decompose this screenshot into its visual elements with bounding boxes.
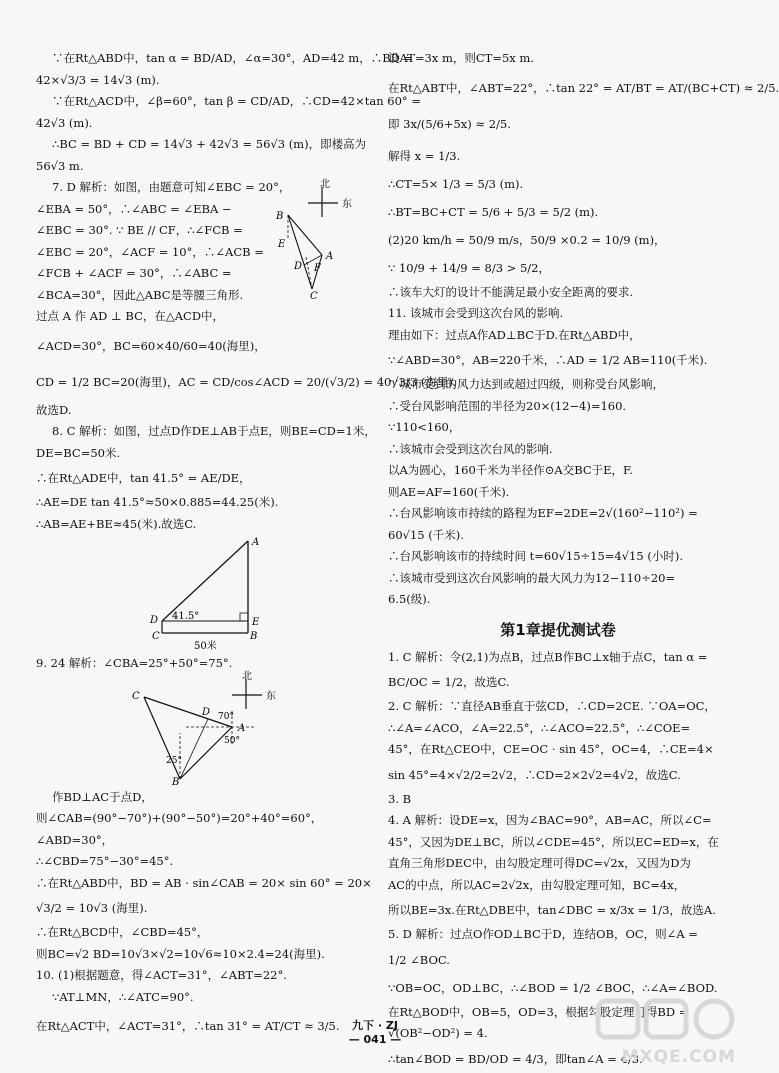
text-line: (2)20 km/h = 50/9 m/s，50/9 ×0.2 = 10/9 (m)， xyxy=(388,232,666,247)
point-label: D xyxy=(202,706,211,718)
text-line: ∠ACD=30°，BC=60×40/60=40(海里)， xyxy=(36,338,266,353)
figure-8-diagram xyxy=(36,535,362,653)
text-line: 所以BE=3x.在Rt△DBE中，tan∠DBC = x/3x = 1/3，故选A. xyxy=(388,903,716,917)
text-line: 9. 24 解析：∠CBA=25°+50°=75°. xyxy=(36,656,233,670)
text-line: 作BD⊥AC于点D， xyxy=(52,789,153,804)
text-line: ∠ABD=30°， xyxy=(36,832,114,847)
text-line: ∵∠ABD=30°，AB=220千米，∴AD = 1/2 AB=110(千米). xyxy=(388,353,708,367)
right-column xyxy=(388,48,779,1073)
text-line: 1/2 ∠BOC. xyxy=(388,952,450,967)
text-line: AC的中点，所以AC=2√2x，由勾股定理可知，BC=4x， xyxy=(388,877,686,892)
text-line: ∵ 10/9 + 14/9 = 8/3 > 5/2， xyxy=(388,260,550,275)
text-line: ∴∠A=∠ACO，∠A=22.5°，∴∠ACO=22.5°，∴∠COE= xyxy=(388,720,691,735)
watermark-text: MXQE.COM xyxy=(621,1047,736,1067)
text-line: 8. C 解析：如图，过点D作DE⊥AB于点E，则BE=CD=1米， xyxy=(52,424,376,438)
point-label: A xyxy=(238,722,246,734)
text-line: ∠BCA=30°，因此△ABC是等腰三角形. xyxy=(36,287,244,302)
text-line: ∴该车大灯的设计不能满足最小安全距离的要求. xyxy=(388,284,634,299)
point-label: C xyxy=(132,690,140,702)
text-line: CD = 1/2 BC=20(海里)，AC = CD/cos∠ACD = 20/(√3/2) = 40√3/3 (海里). xyxy=(36,374,457,389)
point-label: D xyxy=(294,261,303,272)
text-line: ∴∠CBD=75°−30°=45°. xyxy=(36,854,174,868)
text-line: ∠EBA = 50°，∴∠ABC = ∠EBA − xyxy=(36,201,232,216)
text-line: ∵AT⊥MN，∴∠ATC=90°. xyxy=(52,989,194,1004)
text-line: 在Rt△BOD中，OB=5，OD=3，根据勾股定理可得BD = xyxy=(388,1004,689,1019)
point-label: B xyxy=(276,211,284,222)
point-label: B xyxy=(172,776,180,788)
text-line: ∴该城市会受到这次台风的影响. xyxy=(388,441,553,456)
text-line: ∴在Rt△BCD中，∠CBD=45°， xyxy=(36,925,209,939)
problem-7-block xyxy=(36,177,362,328)
text-line: 56√3 m. xyxy=(36,158,84,173)
east-label: 东 xyxy=(342,199,352,210)
text-line: ∵OB=OC，OD⊥BC，∴∠BOD = 1/2 ∠BOC，∴∠A=∠BOD. xyxy=(388,980,718,995)
text-line: 3. B xyxy=(388,791,412,806)
text-line: 即 3x/(5/6+5x) ≈ 2/5. xyxy=(388,116,511,131)
text-line: 11. 该城市会受到这次台风的影响. xyxy=(388,306,564,320)
text-line: DE=BC=50米. xyxy=(36,445,121,460)
text-line: 42√3 (m). xyxy=(36,115,93,130)
text-line: ∴AE=DE tan 41.5°≈50×0.885=44.25(米). xyxy=(36,495,279,509)
distance-label: 50米 xyxy=(194,641,217,652)
text-line: 在Rt△ACT中，∠ACT=31°，∴tan 31° = AT/CT ≈ 3/5. xyxy=(36,1019,340,1033)
text-line: ∴受台风影响范围的半径为20×(12−4)=160. xyxy=(388,398,627,413)
text-line: 故选D. xyxy=(36,402,72,417)
angle-label: 25° xyxy=(166,755,182,766)
north-label: 北 xyxy=(320,179,330,190)
text-line: 7. D 解析：如图，由题意可知∠EBC = 20°， xyxy=(52,180,291,194)
text-line: ∴在Rt△ABD中，BD = AB · sin∠CAB = 20× sin 60° = 20× xyxy=(36,875,372,890)
text-line: ∵城市受到的风力达到或超过四级，则称受台风影响， xyxy=(388,377,664,391)
point-label: C xyxy=(152,631,160,642)
figure-7-diagram xyxy=(274,179,364,302)
text-line: ∴BT=BC+CT = 5/6 + 5/3 = 5/2 (m). xyxy=(388,204,599,219)
text-line: ∴该城市受到这次台风影响的最大风力为12−110÷20= xyxy=(388,570,676,585)
text-line: ∵在Rt△ACD中，∠β=60°，tan β = CD/AD，∴CD=42×tan 60° = xyxy=(52,94,421,108)
text-line: ∴tan∠BOD = BD/OD = 4/3，即tan∠A = 4/3. xyxy=(388,1051,643,1066)
text-line: 6.5(级). xyxy=(388,592,431,606)
text-line: 以A为圆心，160千米为半径作⊙A交BC于E，F. xyxy=(388,463,633,477)
text-line: 则BC=√2 BD=10√3×√2=10√6≈10×2.4=24(海里). xyxy=(36,946,325,961)
text-line: 在Rt△ABT中，∠ABT=22°，∴tan 22° = AT/BT = AT/(BC+CT) ≈ 2/5. xyxy=(388,80,779,95)
point-label: F xyxy=(314,263,321,274)
text-line: 过点 A 作 AD ⊥ BC，在△ACD中， xyxy=(36,309,225,323)
text-line: ∴CT=5× 1/3 = 5/3 (m). xyxy=(388,176,524,191)
text-line: 理由如下：过点A作AD⊥BC于D.在Rt△ABD中， xyxy=(388,327,641,342)
east-label: 东 xyxy=(266,690,276,702)
text-line: 则∠CAB=(90°−70°)+(90°−50°)=20°+40°=60°， xyxy=(36,811,323,825)
text-line: 42×√3/3 = 14√3 (m). xyxy=(36,72,160,87)
point-label: A xyxy=(326,251,334,262)
text-line: 设AT=3x m，则CT=5x m. xyxy=(388,51,534,65)
text-line: sin 45°=4×√2/2=2√2，∴CD=2×2√2=4√2，故选C. xyxy=(388,767,681,782)
text-line: ∵在Rt△ABD中，tan α = BD/AD，∠α=30°，AD=42 m，∴BD = xyxy=(52,51,414,65)
angle-label: 70° xyxy=(218,711,234,722)
text-line: 解得 x = 1/3. xyxy=(388,148,461,163)
page-number: — 041 — xyxy=(348,1033,402,1046)
text-line: √3/2 = 10√3 (海里). xyxy=(36,901,148,915)
point-label: E xyxy=(278,239,286,250)
text-line: ∴AB=AE+BE≈45(米).故选C. xyxy=(36,516,197,531)
book-tag: 九下 · ZJ xyxy=(352,1019,398,1032)
text-line: 2. C 解析：∵直径AB垂直于弦CD，∴CD=2CE. ∵OA=OC， xyxy=(388,699,716,713)
text-line: 60√15 (千米). xyxy=(388,527,464,542)
point-label: A xyxy=(252,537,260,548)
text-line: 直角三角形DEC中，由勾股定理可得DC=√2x，又因为D为 xyxy=(388,856,691,870)
figure-9-diagram xyxy=(36,670,362,788)
text-line: ∴在Rt△ADE中，tan 41.5° = AE/DE， xyxy=(36,471,251,485)
text-line: ∴台风影响该市持续的路程为EF=2DE=2√(160²−110²) = xyxy=(388,506,698,520)
text-line: ∴台风影响该市的持续时间 t=60√15÷15=4√15 (小时). xyxy=(388,549,683,563)
point-label: C xyxy=(310,291,318,302)
text-line: ∠EBC = 30°. ∵ BE // CF，∴∠FCB = xyxy=(36,223,243,237)
text-line: 则AE=AF=160(千米). xyxy=(388,484,510,499)
text-line: ∴BC = BD + CD = 14√3 + 42√3 = 56√3 (m)，即楼高为 xyxy=(52,137,367,151)
point-label: D xyxy=(150,615,159,626)
text-line: √(OB²−OD²) = 4. xyxy=(388,1026,488,1040)
text-line: 45°，又因为DE⊥BC，所以∠CDE=45°，所以EC=ED=x，在 xyxy=(388,834,719,849)
text-line: 45°，在Rt△CEO中，CE=OC · sin 45°，OC=4，∴CE=4× xyxy=(388,742,714,756)
text-line: ∵110<160， xyxy=(388,420,461,434)
text-line: ∠FCB + ∠ACF = 30°，∴∠ABC = xyxy=(36,266,232,280)
text-line: ∠EBC = 20°，∠ACF = 10°，∴∠ACB = xyxy=(36,244,264,259)
text-line: 10. (1)根据题意，得∠ACT=31°，∠ABT=22°. xyxy=(36,968,287,982)
point-label: E xyxy=(252,617,260,628)
text-line: 4. A 解析：设DE=x，因为∠BAC=90°，AB=AC，所以∠C= xyxy=(388,813,712,827)
angle-label: 41.5° xyxy=(172,611,200,622)
north-label: 北 xyxy=(242,670,252,682)
text-line: 5. D 解析：过点O作OD⊥BC于D，连结OB，OC，则∠A = xyxy=(388,927,698,941)
text-line: 1. C 解析：令(2,1)为点B，过点B作BC⊥x轴于点C，tan α = xyxy=(388,649,708,664)
angle-label: 50° xyxy=(224,735,240,746)
section-title: 第1章提优测试卷 xyxy=(500,620,616,639)
text-line: BC/OC = 1/2，故选C. xyxy=(388,675,510,689)
point-label: B xyxy=(250,631,258,642)
